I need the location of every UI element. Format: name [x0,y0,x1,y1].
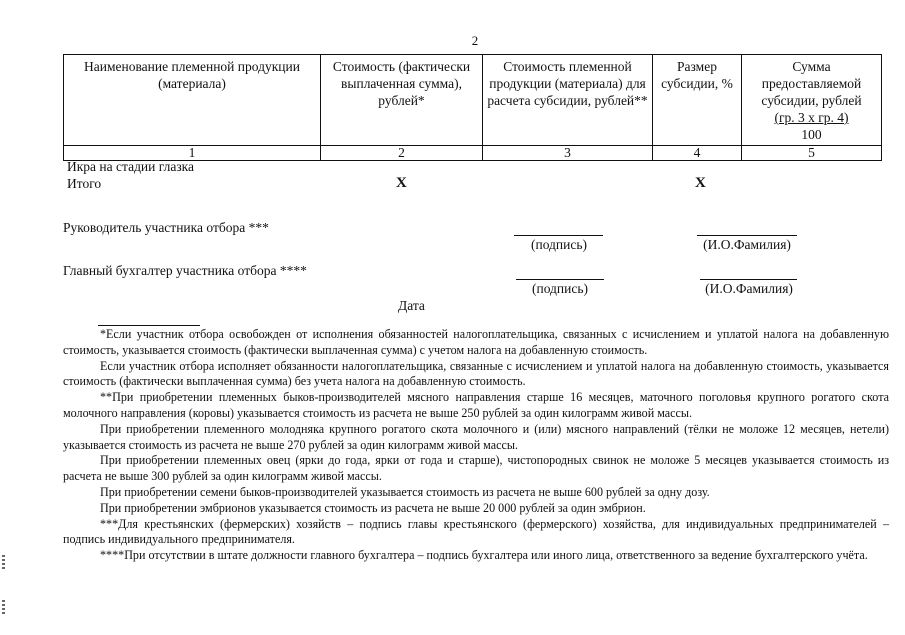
date-label: Дата [398,298,425,313]
subsidy-formula: (гр. 3 х гр. 4) [774,110,849,125]
subsidy-table [63,54,882,161]
footnotes [63,327,889,564]
accountant-signature-caption: (подпись) [531,281,589,296]
row-total-label: Итого [67,176,102,191]
header-actual-cost: Стоимость (фактически выплаченная сумма), рублей* [321,55,483,146]
head-name-caption: (И.О.Фамилия) [703,237,791,252]
accountant-signature-label: Главный бухгалтер участника отбора **** [63,263,307,278]
accountant-signature-line [516,279,604,280]
footnote-embryos: При приобретении эмбрионов указывается стоимость из расчета не выше 20 000 рублей за один эмбрион. [100,500,646,515]
footnote-semen: При приобретении семени быков-производителей указывается стоимость из расчета не выше 600 рублей за одну дозу. [100,484,710,499]
header-product-name: Наименование племенной продукции (материала) [64,55,321,146]
footnote-farm-signature: ***Для крестьянских (фермерских) хозяйств – подпись главы крестьянского (фермерского) хозяйства, для индивидуальных предпринимателей – подпись индивидуального предпринимателя. [63,516,889,547]
total-col4-cross: Х [695,175,706,191]
footnote-young-cattle: При приобретении племенного молодняка крупного рогатого скота молочного и (или) мясного направлений (тёлки не моложе 12 месяцев, нетели) указывается стоимость из расчета не выше 270 рублей за один килограмм живой массы. [63,421,889,452]
head-signature-line [514,235,603,236]
subsidy-formula-divisor: 100 [801,127,822,142]
header-subsidy-base-cost: Стоимость племенной продукции (материала) для расчета субсидии, рублей** [483,55,653,146]
accountant-name-line [700,279,797,280]
column-number: 3 [483,146,653,161]
footnote-vat-payer: Если участник отбора исполняет обязанности налогоплательщика, связанные с исчислением и уплатой налога на добавленную стоимость, указывается стоимость (фактически выплаченная сумма) без учета налога на добавленную стоимость. [63,358,889,389]
header-subsidy-amount-label: Сумма предоставляемой субсидии, рублей [761,59,862,108]
accountant-name-caption: (И.О.Фамилия) [705,281,793,296]
header-subsidy-amount [742,55,882,146]
footnote-sheep-pigs: При приобретении племенных овец (ярки до года, ярки от года и старше), чистопородных свинок не моложе 5 месяцев указывается стоимость из расчета не выше 300 рублей за один килограмм живой массы. [63,453,889,484]
column-number: 5 [742,146,882,161]
column-number: 2 [321,146,483,161]
column-number: 1 [64,146,321,161]
footnote-separator [98,325,200,326]
head-name-line [697,235,797,236]
head-signature-label: Руководитель участника отбора *** [63,220,269,235]
table-header-row [64,55,882,146]
footnote-accountant-absent: ****При отсутствии в штате должности главного бухгалтера – подпись бухгалтера или иного лица, ответственного за ведение бухгалтерского учёта. [100,548,868,563]
column-number: 4 [653,146,742,161]
head-signature-caption: (подпись) [530,237,588,252]
scan-edge-mark [2,555,5,569]
total-col2-cross: Х [396,175,407,191]
page-number: 2 [471,33,479,48]
scan-edge-mark [2,600,5,614]
row-caviar-label: Икра на стадии глазка [67,159,195,174]
header-subsidy-rate: Размер субсидии, % [653,55,742,146]
footnote-vat-exempt: *Если участник отбора освобожден от исполнения обязанностей налогоплательщика, связанных с исчислением и уплатой налога на добавленную стоимость, указывается стоимость (фактически выплаченная сумма) с учетом налога на добавленную стоимость. [63,327,889,357]
footnote-bulls-cows: **При приобретении племенных быков-производителей мясного направления старше 16 месяцев, маточного поголовья крупного рогатого скота молочного направления (коровы) указывается стоимость из расчета не выше 250 рублей за один килограмм живой массы. [63,390,889,420]
